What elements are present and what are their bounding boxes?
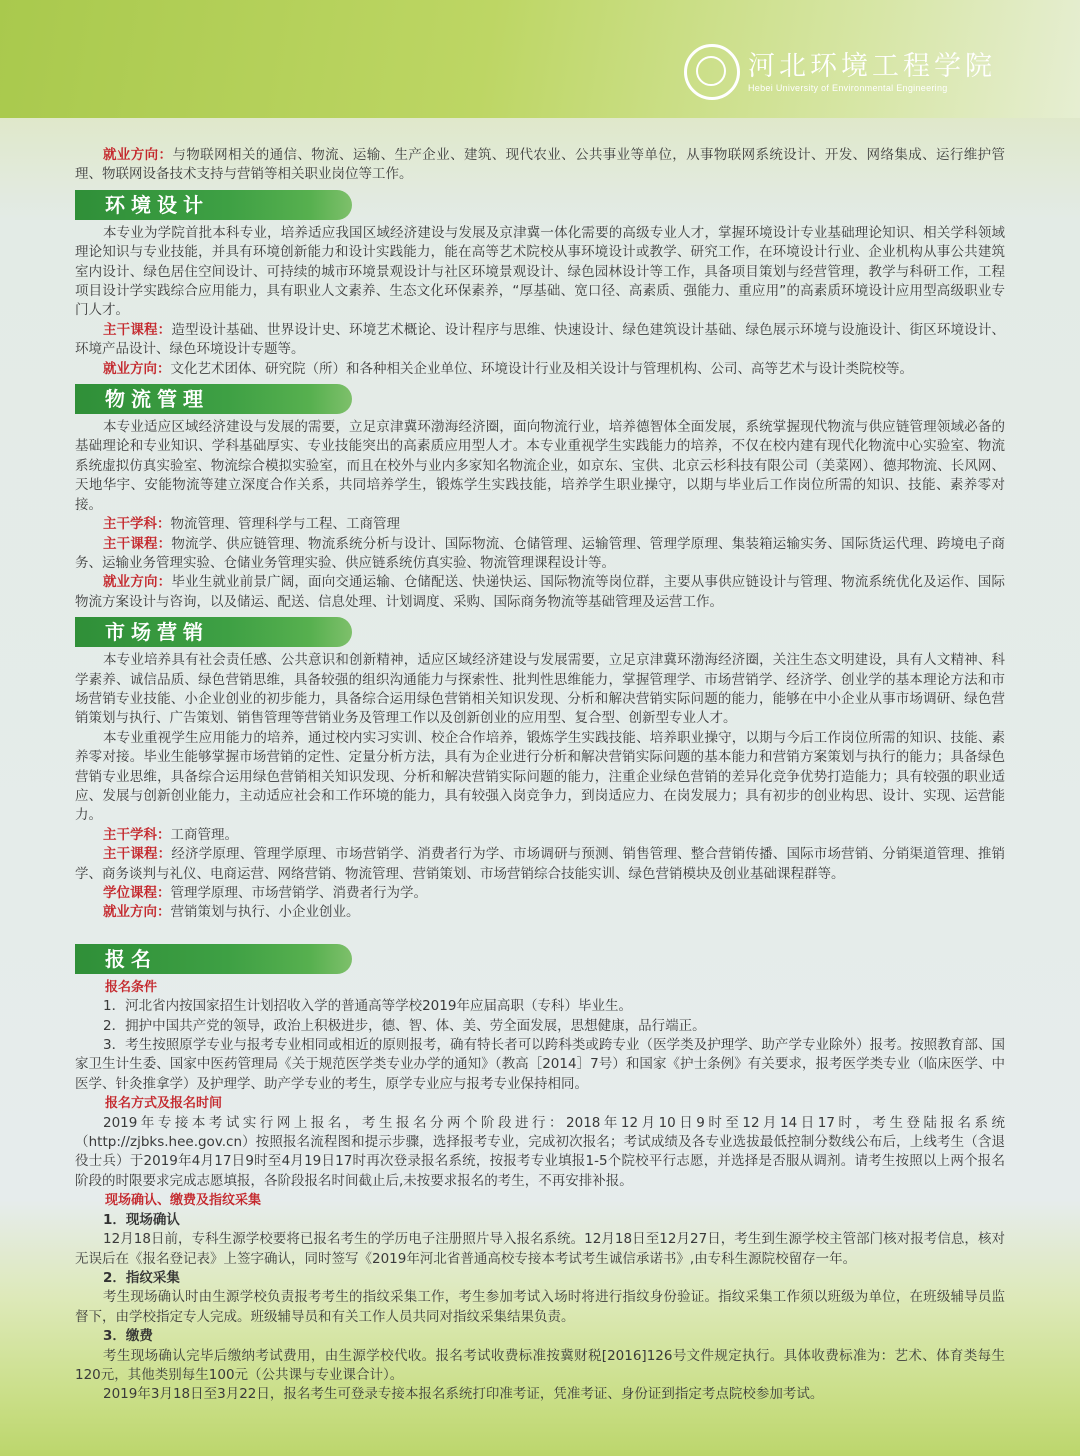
confirmation-title: 现场确认、缴费及指纹采集 (105, 1193, 262, 1209)
section-header-registration: 报名 (75, 944, 352, 974)
marketing-degree-courses: 学位课程：管理学原理、市场营销学、消费者行为学。 (103, 885, 427, 901)
school-name-en: Hebei University of Environmental Engineering (748, 83, 948, 93)
marketing-employment: 就业方向：营销策划与执行、小企业创业。 (103, 904, 360, 921)
page-content (75, 146, 1005, 1405)
env-design-courses: 主干课程：造型设计基础、世界设计史、环境艺术概论、设计程序与思维、快速设计、绿色建筑设计基础、绿色展示环境与设施设计、街区环境设计、环境产品设计、绿色环境设计专题等。 (75, 321, 1006, 358)
registration-method-title: 报名方式及报名时间 (105, 1096, 223, 1112)
marketing-desc-2: 本专业重视学生应用能力的培养，通过校内实习实训、校企合作培养，锻炼学生实践技能、培养职业操守，以期与今后工作岗位所需的知识、技能、素养零对接。毕业生能够掌握市场营销的定性、定量分析方法，具有为企业进行分析和解决营销实际问题的基本能力和营销方案策划与执行的能力；具备绿色营销专业思维，具备综合运用绿色营销相关知识发现、分析和解决营销实际问题的能力，注重企业绿色营销的差异化竞争优势打造能力；具有较强的职业适应、发展与创新创业能力，主动适应社会和工作环境的能力，具有较强入岗竞争力，到岗适应力、在岗发展力；具有初步的创业构思、设计、实现、运营能力。 (75, 729, 1005, 824)
section-header-marketing: 市场营销 (75, 617, 352, 647)
fingerprint-title: 2．指纹采集 (103, 1269, 180, 1286)
iot-employment: 就业方向：与物联网相关的通信、物流、运输、生产企业、建筑、现代农业、公共事业等单位，从事物联网系统设计、开发、网络集成、运行维护管理、物联网设备技术支持与营销等相关职业岗位等工作。 (75, 147, 1006, 183)
registration-condition-3: 3．考生按照原学专业与报考专业相同或相近的原则报考，确有特长者可以跨科类或跨专业（医学类及护理学、助产学专业除外）报考。按照教育部、国家卫生计生委、国家中医药管理局《关于规范医学类专业办学的通知》（教高［2014］7号）和国家《护士条例》有关要求，报考医学类专业（临床医学、中医学、针灸推拿学）及护理学、助产学专业的考生，原学专业应与报考专业保持相同。 (75, 1037, 1005, 1092)
section-header-logistics: 物流管理 (75, 384, 352, 414)
registration-condition-1: 1．河北省内按国家招生计划招收入学的普通高等学校2019年应届高职（专科）毕业生。 (103, 998, 632, 1015)
env-design-employment: 就业方向：文化艺术团体、研究院（所）和各种相关企业单位、环境设计行业及相关设计与管理机构、公司、高等艺术与设计类院校等。 (103, 360, 913, 377)
marketing-courses: 主干课程：经济学原理、管理学原理、市场营销学、消费者行为学、市场调研与预测、销售管理、整合营销传播、国际市场营销、分销渠道管理、推销学、商务谈判与礼仪、电商运营、网络营销、物流管理、营销策划、市场营销综合技能实训、绿色营销模块及创业基础课程群等。 (75, 846, 1006, 882)
marketing-desc-1: 本专业培养具有社会责任感、公共意识和创新精神，适应区域经济建设与发展需要，立足京津冀环渤海经济圈，关注生态文明建设，具有人文精神、科学素养、诚信品质、绿色营销思维，具备较强的组织沟通能力与探索性、批判性思维能力，掌握管理学、市场营销学、经济学、创业学的基本理论方法和市场营销专业技能、小企业创业的初步能力，具备综合运用绿色营销相关知识发现、分析和解决营销实际问题的能力，能够在中小企业从事市场调研、绿色营销策划与执行、广告策划、销售管理等营销业务及管理工作以及创新创业的应用型、复合型、创新型专业人才。 (75, 652, 1005, 727)
section-header-env-design: 环境设计 (75, 190, 352, 220)
logistics-disciplines: 主干学科：物流管理、管理科学与工程、工商管理 (103, 516, 400, 533)
registration-conditions-title: 报名条件 (105, 979, 158, 995)
logistics-desc: 本专业适应区域经济建设与发展的需要，立足京津冀环渤海经济圈，面向物流行业，培养德智体全面发展，系统掌握现代物流与供应链管理领域必备的基础理论和专业知识、学科基础厚实、专业技能突出的高素质应用型人才。本专业重视学生实践能力的培养，不仅在校内建有现代化物流中心实验室、物流系统虚拟仿真实验室、物流综合模拟实验室，而且在校外与业内多家知名物流企业，如京东、宝供、北京云杉科技有限公司（美菜网）、德邦物流、长风网、天地华宇、安能物流等建立深度合作关系，共同培养学生，锻炼学生实践技能，培养学生职业操守，以期与毕业后工作岗位所需的知识、技能、素养零对接。 (75, 419, 1005, 513)
logistics-courses: 主干课程：物流学、供应链管理、物流系统分析与设计、国际物流、仓储管理、运输管理、管理学原理、集装箱运输实务、国际货运代理、跨境电子商务、运输业务管理实验、仓储业务管理实验、供应链系统仿真实验、物流管理课程设计等。 (75, 535, 1006, 571)
onsite-confirm-text: 12月18日前，专科生源学校要将已报名考生的学历电子注册照片导入报名系统。12月18日至12月27日，考生到生源学校主管部门核对报考信息，核对无误后在《报名登记表》上签字确认，同时签写《2019年河北省普通高校专接本考试考生诚信承诺书》,由专科生源院校留存一年。 (75, 1231, 1005, 1267)
registration-method-text: 2019年专接本考试实行网上报名，考生报名分两个阶段进行：2018年12月10日9时至12月14日17时，考生登陆报名系统（http://zjbks.hee.gov.cn）按照报名流程图和提示步骤，选择报考专业，完成初次报名；考试成绩及各专业选拔最低控制分数线公布后，上线考生（含退役士兵）于2019年4月17日9时至4月19日17时再次登录报名系统，按报考专业填报1-5个院校平行志愿，并选择是否服从调剂。请考生按照以上两个报名阶段的时限要求完成志愿填报，各阶段报名时间截止后,未按要求报名的考生，不再安排补报。 (75, 1114, 1005, 1189)
school-name-cn: 河北环境工程学院 (748, 51, 996, 82)
exam-admission-text: 2019年3月18日至3月22日，报名考生可登录专接本报名系统打印准考证，凭准考证、身份证到指定考点院校参加考试。 (103, 1386, 824, 1403)
env-design-desc: 本专业为学院首批本科专业，培养适应我国区域经济建设与发展及京津冀一体化需要的高级专业人才，掌握环境设计专业基础理论知识、相关学科领域理论知识与专业技能，并具有环境创新能力和设计实践能力，能在高等艺术院校从事环境设计或教学、研究工作，在环境设计行业、企业机构从事公共建筑室内设计、绿色居住空间设计、可持续的城市环境景观设计与社区环境景观设计、绿色园林设计等工作，具备项目策划与经营管理，教学与科研工作，工程项目设计学实践综合应用能力，具有职业人文素养、生态文化环保素养，“厚基础、宽口径、高素质、强能力、重应用”的高素质环境设计应用型高级职业专门人才。 (75, 224, 1005, 319)
onsite-confirm-title: 1．现场确认 (103, 1211, 180, 1228)
logistics-employment: 就业方向：毕业生就业前景广阔，面向交通运输、仓储配送、快递快运、国际物流等岗位群，主要从事供应链设计与管理、物流系统优化及运作、国际物流方案设计与咨询，以及储运、配送、信息处理、计划调度、采购、国际商务物流等基础管理及运营工作。 (75, 574, 1006, 610)
payment-title: 3．缴费 (103, 1328, 153, 1345)
marketing-disciplines: 主干学科：工商管理。 (103, 826, 238, 843)
school-logo (684, 44, 996, 100)
registration-condition-2: 2．拥护中国共产党的领导，政治上积极进步，德、智、体、美、劳全面发展，思想健康，品行端正。 (103, 1017, 706, 1034)
school-seal-icon (684, 44, 740, 100)
payment-text: 考生现场确认完毕后缴纳考试费用，由生源学校代收。报名考试收费标准按冀财税[2016]126号文件规定执行。具体收费标准为：艺术、体育类每生120元，其他类别每生100元（公共课与专业课合计）。 (75, 1347, 1005, 1383)
fingerprint-text: 考生现场确认时由生源学校负责报考考生的指纹采集工作，考生参加考试入场时将进行指纹身份验证。指纹采集工作须以班级为单位，在班级辅导员监督下，由学校指定专人完成。班级辅导员和有关工作人员共同对指纹采集结果负责。 (75, 1289, 1005, 1325)
